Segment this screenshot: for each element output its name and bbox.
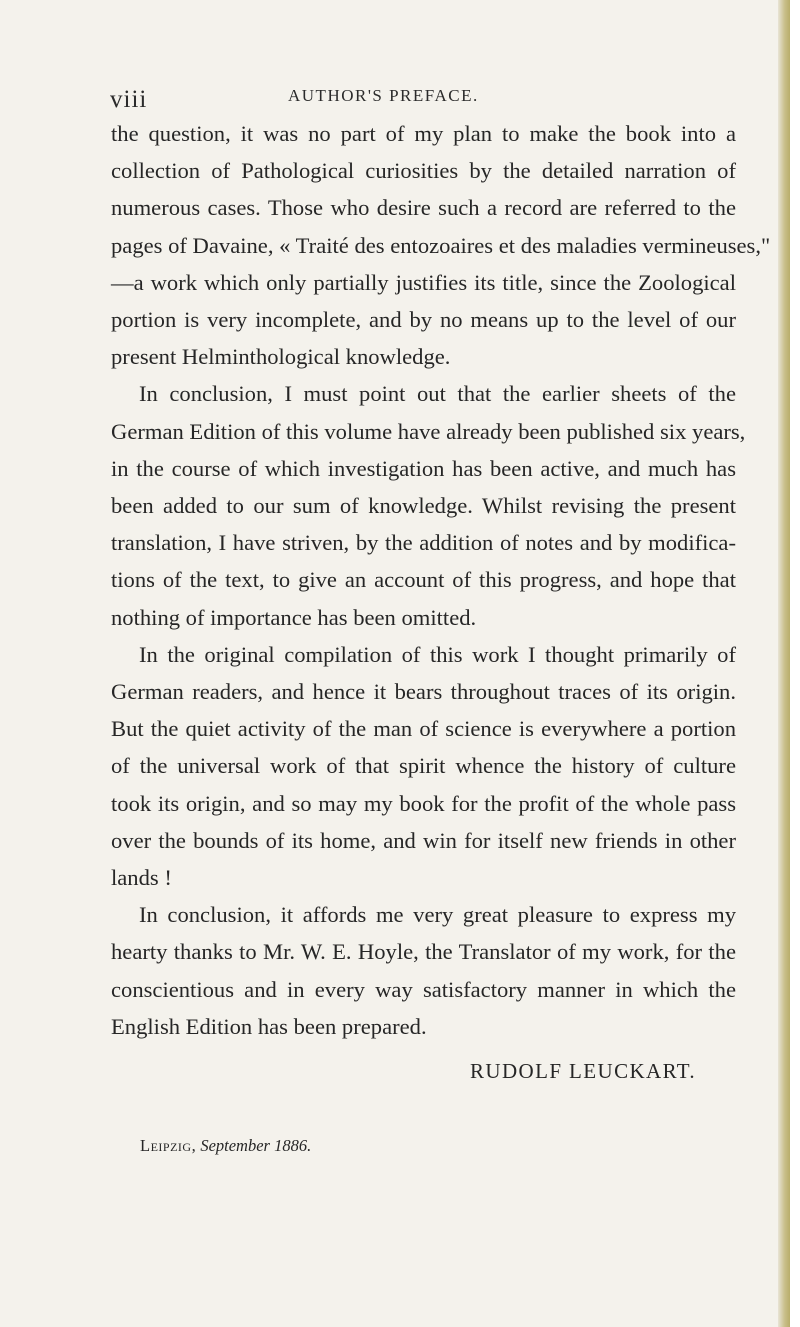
dateline-place: Leipzig,: [140, 1136, 197, 1155]
text-line: But the quiet activity of the man of science is everywhere a portion: [111, 716, 736, 742]
paragraph: [111, 375, 746, 635]
text-line: took its origin, and so may my book for the profit of the whole pass: [111, 790, 736, 816]
text-line: translation, I have striven, by the addition of notes and by modifica-: [111, 530, 736, 556]
text-line: English Edition has been prepared.: [111, 1013, 427, 1039]
page-edge: [778, 0, 790, 1327]
paragraph: [111, 115, 771, 375]
text-line: tions of the text, to give an account of this progress, and hope that: [111, 567, 736, 593]
text-line: present Helminthological knowledge.: [111, 344, 451, 370]
author-signature: RUDOLF LEUCKART.: [470, 1059, 697, 1083]
text-line: In conclusion, it affords me very great pleasure to express my: [139, 902, 736, 928]
paragraph: [111, 636, 736, 896]
text-line: nothing of importance has been omitted.: [111, 604, 477, 630]
text-line: numerous cases. Those who desire such a record are referred to the: [111, 195, 736, 221]
text-line: pages of Davaine, « Traité des entozoaires et des maladies vermineuses,": [111, 232, 771, 258]
text-line: over the bounds of its home, and win for itself new friends in other: [111, 827, 736, 853]
text-line: lands !: [111, 865, 172, 891]
text-line: In conclusion, I must point out that the earlier sheets of the: [139, 381, 736, 407]
text-line: portion is very incomplete, and by no means up to the level of our: [111, 307, 736, 333]
dateline: [140, 1136, 311, 1156]
text-line: —a work which only partially justifies its title, since the Zoological: [111, 269, 736, 295]
text-line: collection of Pathological curiosities by the detailed narration of: [111, 158, 736, 184]
page-header: [110, 80, 730, 120]
text-line: In the original compilation of this work I thought primarily of: [139, 641, 736, 667]
text-line: of the universal work of that spirit whence the history of culture: [111, 753, 736, 779]
text-line: hearty thanks to Mr. W. E. Hoyle, the Translator of my work, for the: [111, 939, 736, 965]
text-line: in the course of which investigation has been active, and much has: [111, 455, 736, 481]
text-line: German Edition of this volume have already been published six years,: [111, 418, 746, 444]
preface-body: [111, 115, 771, 1045]
text-line: German readers, and hence it bears throughout traces of its origin.: [111, 679, 736, 705]
paragraph: [111, 896, 736, 1045]
page-number: viii: [110, 86, 148, 113]
running-head: AUTHOR'S PREFACE.: [288, 86, 479, 105]
text-line: the question, it was no part of my plan to make the book into a: [111, 121, 736, 146]
text-line: been added to our sum of knowledge. Whilst revising the present: [111, 493, 736, 519]
text-line: conscientious and in every way satisfactory manner in which the: [111, 976, 736, 1002]
dateline-date: September 1886.: [200, 1136, 312, 1155]
